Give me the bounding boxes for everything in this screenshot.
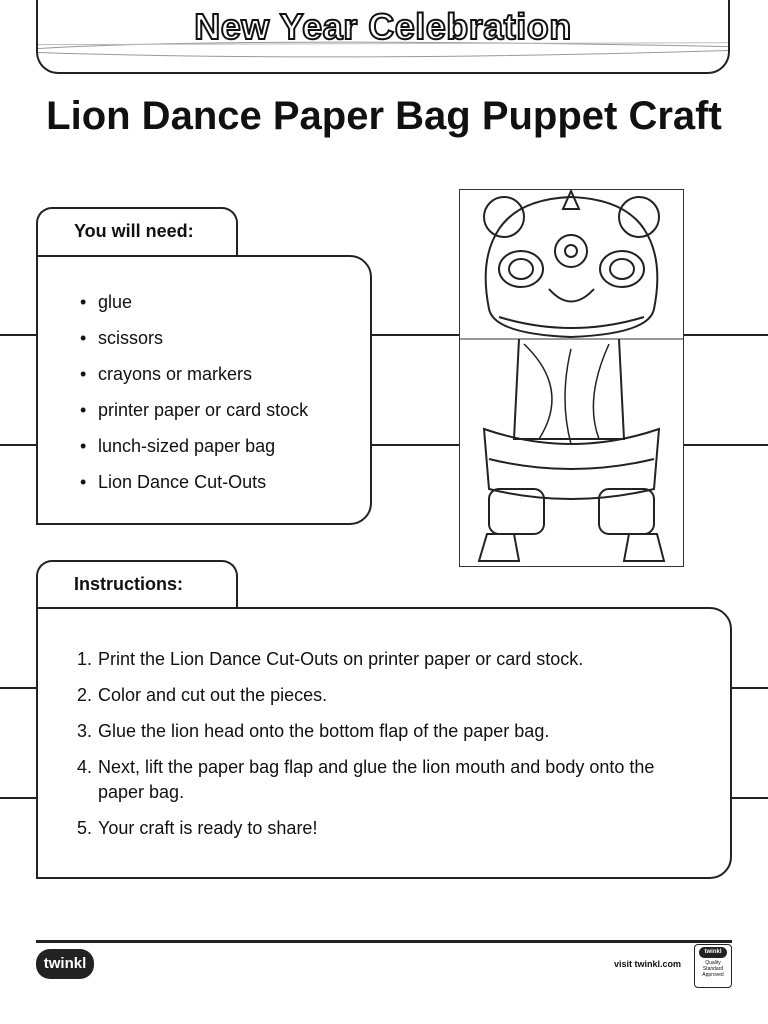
footer-divider xyxy=(36,940,732,943)
list-item xyxy=(76,816,690,841)
list-item: • Lion Dance Cut-Outs xyxy=(76,464,370,500)
banner-title: New Year Celebration xyxy=(194,6,572,47)
list-item xyxy=(76,683,690,708)
step-number: 5. xyxy=(76,818,92,838)
margin-rule xyxy=(0,797,40,799)
step-text: Print the Lion Dance Cut-Outs on printer paper or card stock. xyxy=(98,649,584,669)
list-item: • scissors xyxy=(76,320,370,356)
materials-heading: You will need: xyxy=(36,207,238,259)
margin-rule xyxy=(684,334,768,336)
margin-rule xyxy=(0,687,40,689)
instructions-heading: Instructions: xyxy=(36,560,238,612)
margin-rule xyxy=(684,444,768,446)
materials-box xyxy=(36,255,372,525)
step-text: Color and cut out the pieces. xyxy=(98,685,328,705)
margin-rule xyxy=(0,444,40,446)
margin-rule xyxy=(728,797,768,799)
badge-logo: twinkl xyxy=(699,947,727,958)
list-item xyxy=(76,719,690,744)
twinkl-logo: twinkl xyxy=(36,949,94,979)
header-banner xyxy=(36,0,730,74)
quality-badge xyxy=(694,944,732,988)
margin-rule xyxy=(370,334,462,336)
step-text: Next, lift the paper bag flap and glue the lion mouth and body onto the paper bag. xyxy=(98,757,655,802)
list-item xyxy=(76,755,690,805)
instructions-box xyxy=(36,607,732,879)
step-text: Glue the lion head onto the bottom flap of the paper bag. xyxy=(98,721,550,741)
list-item: • lunch-sized paper bag xyxy=(76,428,370,464)
step-text: Your craft is ready to share! xyxy=(98,818,318,838)
materials-list xyxy=(76,284,370,500)
list-item: • printer paper or card stock xyxy=(76,392,370,428)
step-number: 1. xyxy=(76,649,92,669)
page-title: Lion Dance Paper Bag Puppet Craft xyxy=(46,94,722,138)
step-number: 3. xyxy=(76,721,92,741)
lion-puppet-illustration xyxy=(459,189,684,567)
badge-text: Quality Standard Approved xyxy=(702,960,724,978)
list-item: • glue xyxy=(76,284,370,320)
margin-rule xyxy=(370,444,462,446)
visit-link[interactable]: visit twinkl.com xyxy=(614,959,682,969)
margin-rule xyxy=(728,687,768,689)
instructions-list xyxy=(76,647,690,841)
margin-rule xyxy=(0,334,40,336)
list-item: • crayons or markers xyxy=(76,356,370,392)
list-item xyxy=(76,647,690,672)
step-number: 2. xyxy=(76,685,92,705)
step-number: 4. xyxy=(76,757,92,777)
